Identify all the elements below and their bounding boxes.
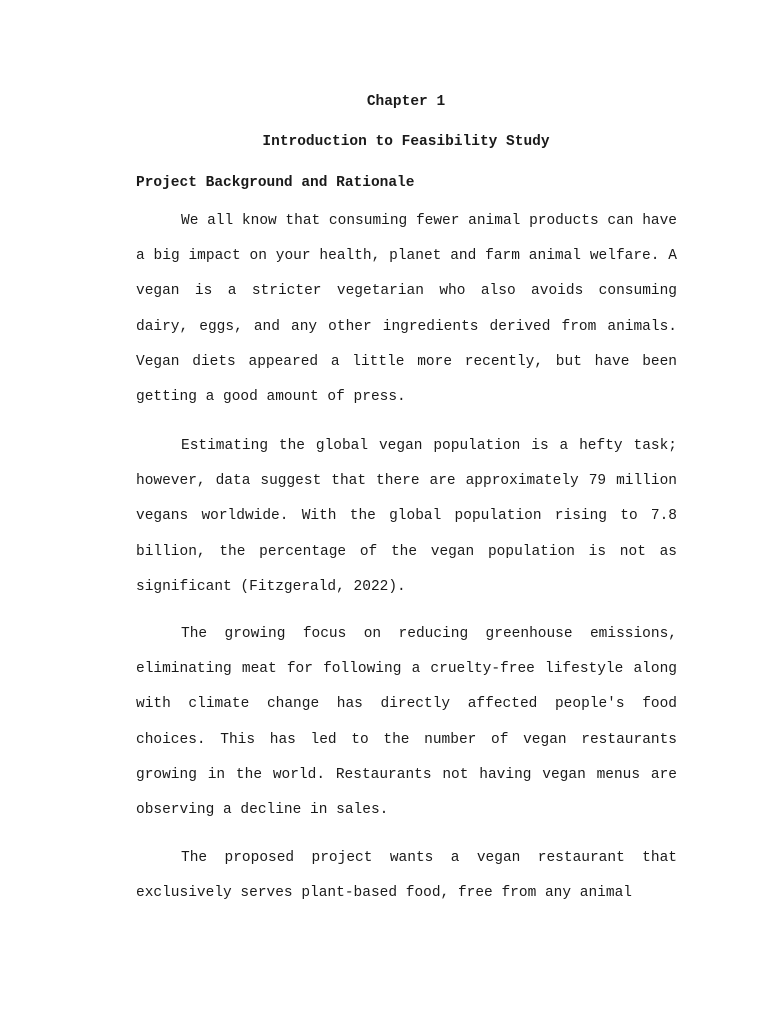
chapter-heading: Chapter 1: [366, 94, 446, 110]
page-title: Introduction to Feasibility Study: [262, 134, 550, 150]
paragraph-global-population: Estimating the global vegan population is a hefty task; however, data suggest that there are approximately 79 million vegans worldwide. With the global population rising to 7.8 billion, the percentage of the vegan population is not as significant (Fitzgerald, 2022).: [136, 438, 677, 595]
section-heading: Project Background and Rationale: [136, 175, 415, 191]
paragraph-growing-focus: The growing focus on reducing greenhouse emissions, eliminating meat for following a cruelty-free lifestyle along with climate change has directly affected people's food choices. This has led to the number of vegan restaurants growing in the world. Restaurants not having vegan menus are observing a decline in sales.: [136, 626, 677, 819]
paragraph-vegan-intro: We all know that consuming fewer animal products can have a big impact on your health, planet and farm animal welfare. A vegan is a stricter vegetarian who also avoids consuming dairy, eggs, and any other ingredients derived from animals. Vegan diets appeared a little more recently, but have been getting a good amount of press.: [136, 213, 677, 406]
paragraph-proposed-project: The proposed project wants a vegan restaurant that exclusively serves plant-based food, free from any animal: [136, 850, 677, 902]
